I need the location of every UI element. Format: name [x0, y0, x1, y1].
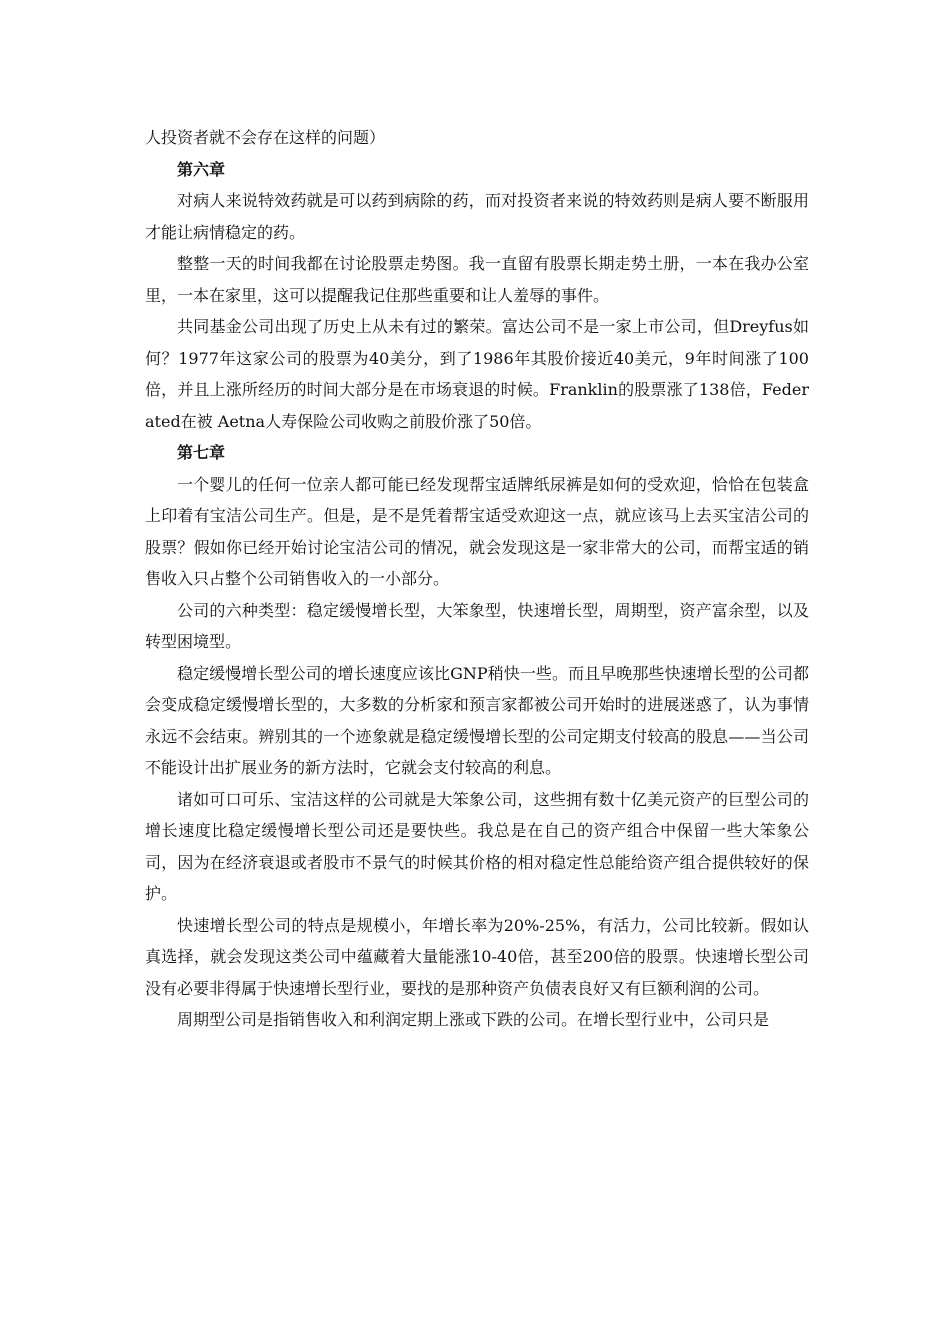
chapter-heading-6: 第六章	[177, 159, 226, 179]
paragraph: 公司的六种类型：稳定缓慢增长型，大笨象型，快速增长型，周期型，资产富余型，以及转型困境型。	[145, 600, 809, 651]
document-body	[145, 122, 809, 1036]
paragraph-continuation: 人投资者就不会存在这样的问题）	[145, 128, 386, 147]
paragraph: 快速增长型公司的特点是规模小，年增长率为20%-25%，有活力，公司比较新。假如认真选择，就会发现这类公司中蕴藏着大量能涨10-40倍，甚至200倍的股票。快速增长型公司没有必要非得属于快速增长型行业，要找的是那种资产负债表良好又有巨额利润的公司。	[145, 915, 809, 998]
paragraph: 诸如可口可乐、宝洁这样的公司就是大笨象公司，这些拥有数十亿美元资产的巨型公司的增长速度比稳定缓慢增长型公司还是要快些。我总是在自己的资产组合中保留一些大笨象公司，因为在经济衰退或者股市不景气的时候其价格的相对稳定性总能给资产组合提供较好的保护。	[145, 789, 809, 903]
paragraph: 周期型公司是指销售收入和利润定期上涨或下跌的公司。在增长型行业中，公司只是	[177, 1010, 770, 1029]
paragraph: 稳定缓慢增长型公司的增长速度应该比GNP稍快一些。而且早晚那些快速增长型的公司都会变成稳定缓慢增长型的，大多数的分析家和预言家都被公司开始时的进展迷惑了，认为事情永远不会结束。辨别其的一个迹象就是稳定缓慢增长型的公司定期支付较高的股息——当公司不能设计出扩展业务的新方法时，它就会支付较高的利息。	[145, 663, 809, 777]
paragraph: 整整一天的时间我都在讨论股票走势图。我一直留有股票长期走势土册，一本在我办公室里，一本在家里，这可以提醒我记住那些重要和让人羞辱的事件。	[145, 254, 809, 305]
chapter-heading-7: 第七章	[177, 443, 226, 462]
paragraph: 共同基金公司出现了历史上从未有过的繁荣。富达公司不是一家上市公司，但Dreyfus如何？1977年这家公司的股票为40美分，到了1986年其股价接近40美元，9年时间涨了100倍，并且上涨所经历的时间大部分是在市场衰退的时候。Franklin的股票涨了138倍，Federated在被 Aetna人寿保险公司收购之前股价涨了50倍。	[145, 317, 809, 431]
paragraph: 一个婴儿的任何一位亲人都可能已经发现帮宝适牌纸尿裤是如何的受欢迎，恰恰在包装盒上印着有宝洁公司生产。但是，是不是凭着帮宝适受欢迎这一点，就应该马上去买宝洁公司的股票？假如你已经开始讨论宝洁公司的情况，就会发现这是一家非常大的公司，而帮宝适的销售收入只占整个公司销售收入的一小部分。	[145, 474, 809, 588]
paragraph: 对病人来说特效药就是可以药到病除的药，而对投资者来说的特效药则是病人要不断服用才能让病情稳定的药。	[145, 191, 809, 242]
